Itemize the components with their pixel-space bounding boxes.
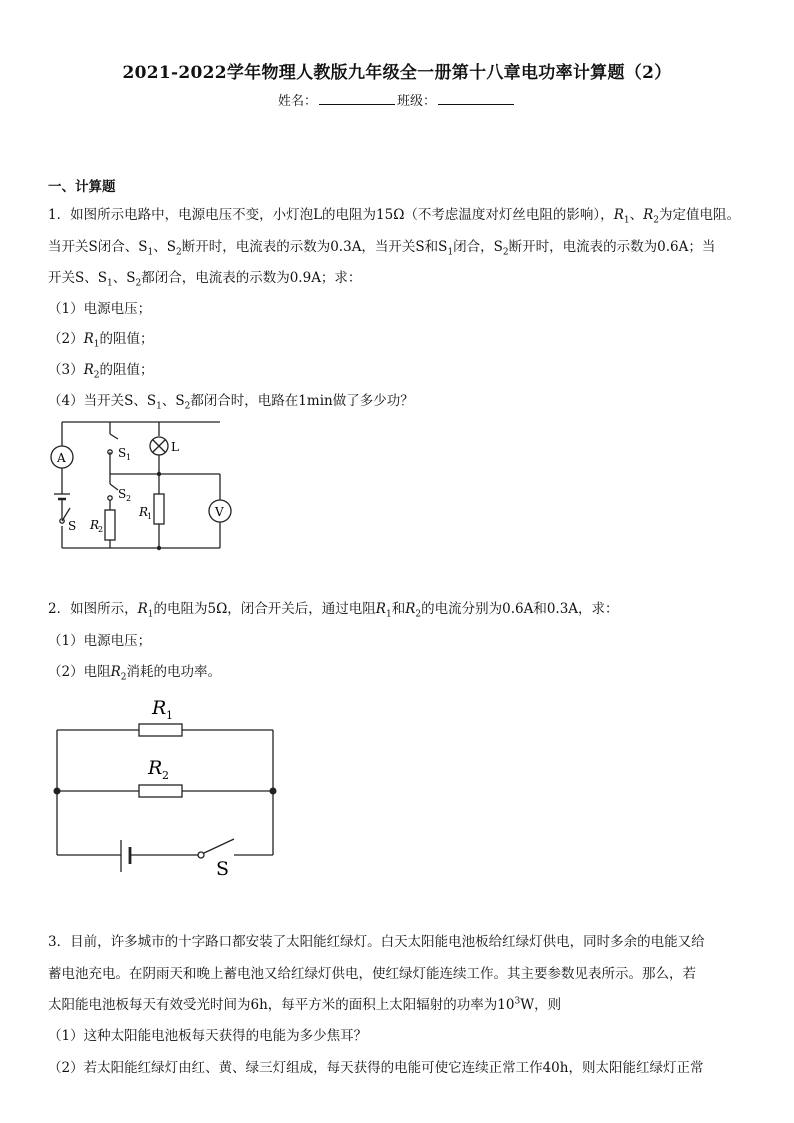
svg-text:S: S (68, 519, 77, 533)
r2-resistor (139, 785, 182, 797)
q2-sub2: （2）电阻$R_2$消耗的电功率。 (48, 664, 221, 683)
name-class-line (0, 90, 794, 109)
q1-line1: 1．如图所示电路中，电源电压不变，小灯泡L的电阻为15Ω（不考虑温度对灯丝电阻的影响），$R_1$、$R_2$为定值电阻。 (48, 207, 740, 226)
section-title: 一、计算题 (48, 179, 116, 195)
q3-line3: 太阳能电池板每天有效受光时间为6h，每平方米的面积上太阳辐射的功率为$10^3W$，则 (48, 996, 562, 1013)
svg-text:L: L (171, 440, 179, 454)
svg-text:1: 1 (126, 453, 132, 462)
q3-line1: 3．目前，许多城市的十字路口都安装了太阳能红绿灯。白天太阳能电池板给红绿灯供电，同时多余的电能又给 (48, 934, 705, 950)
svg-text:2: 2 (126, 494, 132, 503)
svg-text:R: R (152, 697, 167, 719)
q1-circuit-diagram (40, 412, 250, 557)
svg-text:2: 2 (162, 769, 169, 782)
q1-sub4: （4）当开关S、$S_1$、$S_2$都闭合时，电路在1min做了多少功？ (48, 393, 414, 412)
q2-circuit-diagram (48, 690, 288, 880)
svg-text:1: 1 (147, 512, 153, 521)
svg-text:R: R (139, 505, 149, 519)
page-title: 2021-2022学年物理人教版九年级全一册第十八章电功率计算题（2） (122, 63, 672, 83)
q1-sub1: （1）电源电压； (48, 301, 152, 317)
q1-line2: 当开关S闭合、$S_1$、$S_2$断开时，电流表的示数为0.3A，当开关S和$S_1$闭合，$S_2$断开时，电流表的示数为0.6A；当 (48, 239, 716, 258)
q1-sub2: $(2)R_1$的阻值； (48, 331, 154, 350)
r2-resistor (105, 510, 115, 540)
q3-sub1: （1）这种太阳能电池板每天获得的电能为多少焦耳？ (48, 1028, 368, 1044)
name-label: 姓名： (277, 94, 317, 109)
q1-sub3: $(3)R_2$的阻值； (48, 362, 154, 381)
name-blank[interactable] (319, 92, 395, 105)
svg-text:R: R (90, 518, 100, 532)
svg-text:2: 2 (98, 525, 104, 534)
svg-text:1: 1 (166, 709, 173, 722)
svg-text:S: S (118, 446, 127, 460)
svg-text:R: R (148, 757, 163, 779)
class-label: 班级： (397, 94, 437, 109)
q2-sub1: （1）电源电压； (48, 633, 152, 649)
q3-sub2: （2）若太阳能红绿灯由红、黄、绿三灯组成，每天获得的电能可使它连续正常工作40h，则太阳能红绿灯正常 (48, 1060, 704, 1076)
svg-text:S: S (118, 487, 127, 501)
q2-line1: 2．如图所示，$R_1$的电阻为5Ω，闭合开关后，通过电阻$R_1$和$R_2$的电流分别为0.6A和0.3A，求： (48, 601, 619, 620)
r1-resistor (139, 724, 182, 736)
r1-resistor (154, 494, 164, 524)
svg-text:V: V (215, 505, 224, 519)
svg-text:A: A (57, 451, 66, 465)
q3-line2: 蓄电池充电。在阴雨天和晚上蓄电池又给红绿灯供电，使红绿灯能连续工作。其主要参数见表所示。那么，若 (48, 966, 696, 982)
svg-text:S: S (216, 858, 230, 880)
class-blank[interactable] (438, 92, 514, 105)
q1-line3: 开关S、$S_1$、$S_2$都闭合，电流表的示数为0.9A；求： (48, 270, 362, 289)
